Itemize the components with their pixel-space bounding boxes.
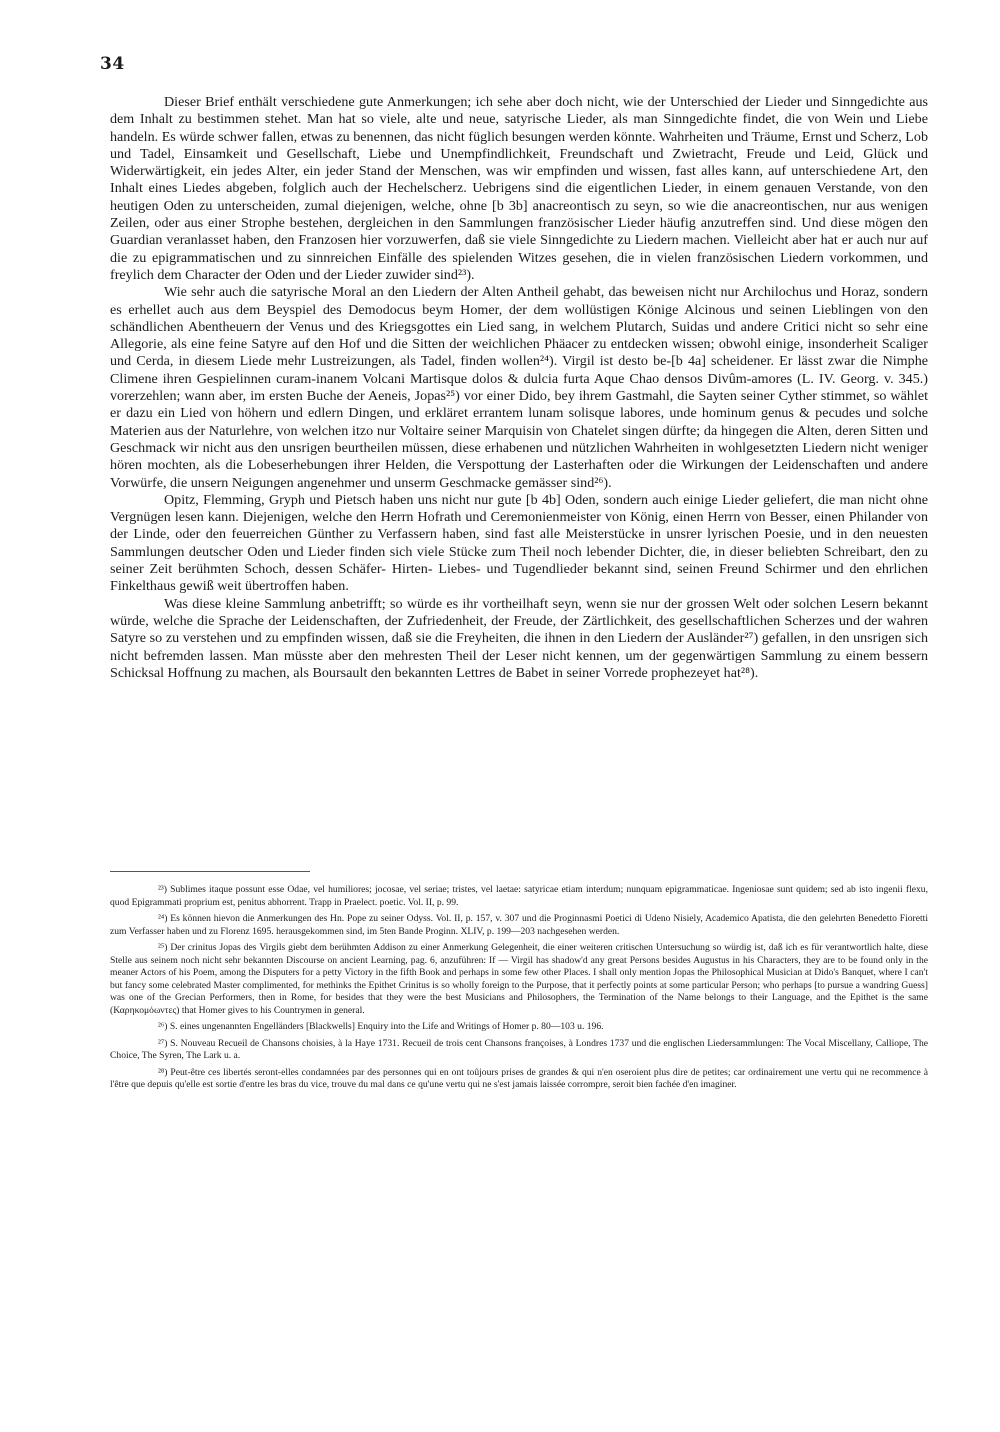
main-text — [110, 94, 928, 682]
paragraph-2: Wie sehr auch die satyrische Moral an den Liedern der Alten Antheil gehabt, das beweisen nicht nur Archilochus und Horaz, sondern es erhellet auch aus dem Beyspiel des Demodocus beym Homer, der dem wollüstigen Könige Alcinous und seinen Lieblingen von den schändlichen Abentheuern der Venus und des Kriegsgottes ein Lied sang, in welchem Plutarch, Suidas und andere Critici nicht so sehr eine Allegorie, als eine feine Satyre auf den Hof und die Sitten der weichlichen Phäacer zu entdecken wissen; obwohl einige, insonderheit Scaliger und Cerda, in diesem Liede mehr Lustreizungen, als Tadel, finden wollen²⁴). Virgil ist desto be-[b 4a] scheidener. Er lässt zwar die Nimphe Climene ihren Gespielinnen curam-inanem Volcani Martisque dolos & dulcia furta Aque Chao densos Divûm-amores (L. IV. Georg. v. 345.) vorerzehlen; wann aber, im ersten Buche der Aeneis, Jopas²⁵) vor einer Dido, bey ihrem Gastmahl, die Sayten seiner Cyther stimmet, so wählet er dazu ein Lied von höhern und edlern Dingen, und erkläret errantem lunam solisque labores, unde hominum genus & pecudes und solche Materien aus der Naturlehre, von welchen itzo nur Voltaire seiner Marquisin von Chatelet singen dürfte; da hingegen die Alten, deren Sitten und Geschmack wir nicht aus den unsrigen beurtheilen müssen, diese erhabenen und nützlichen Wahrheiten in wohlgesetzten Liedern nicht weniger hören mochten, als die Lobeserhebungen ihrer Helden, die Verspottung der Lasterhaften oder die Wirkungen der Leidenschaften und andere Vorwürfe, die unsern Neigungen angenehmer und unserm Geschmacke gemässer sind²⁶). — [110, 284, 928, 491]
footnote-25: ²⁵) Der crinitus Jopas des Virgils giebt dem berühmten Addison zu einer Anmerkung Gelegenheit, die einer weiteren critischen Untersuchung so würdig ist, daß ich es für verantwortlich halte, diese Stelle aus seinem noch nicht sehr bekannten Discourse on ancient Learning, pag. 6, anzuführen: If — Virgil has shadow'd any great Persons besides Augustus in his Characters, they are to be found only in the meaner Actors of his Poem, among the Disputers for a petty Victory in the fifth Book and perhaps in some few other Places. I shall only mention Jopas the Philosophical Musician at Dido's Banquet, where I can't but fancy some celebrated Master complimented, for methinks the Epithet Crinitus is so wholly foreign to the Purpose, that it perfectly points at some particular Person; who perhaps [to pursue a wandring Guess] was one of the Grecian Performers, then in Rome, for besides that they were the best Musicians and Philosophers, the Termination of the Name belongs to their Language, and the Epithet is the same (Καρηκομόωντες) that Homer gives to his Countrymen in general. — [110, 942, 928, 1016]
paragraph-1: Dieser Brief enthält verschiedene gute Anmerkungen; ich sehe aber doch nicht, wie der Unterschied der Lieder und Sinngedichte aus dem Inhalt zu bestimmen stehet. Man hat so viele, alte und neue, satyrische Lieder, als man Sinngedichte findet, die von Wein und Liebe handeln. Es würde schwer fallen, etwas zu benennen, das nicht füglich besungen werden könnte. Wahrheiten und Träume, Ernst und Scherz, Lob und Tadel, Einsamkeit und Gesellschaft, Liebe und Unempfindlichkeit, Freundschaft und Zwietracht, Freude und Leid, Glück und Widerwärtigkeit, ein jedes Alter, ein jeder Stand der Menschen, was wir empfinden und wissen, fast alles kann, auf unterschiedene Art, den Inhalt eines Liedes abgeben, folglich auch der Hechelscherz. Uebrigens sind die eigentlichen Lieder, in einem genauen Verstande, von den heutigen Oden zu unterscheiden, zumal diejenigen, welche, ohne [b 3b] anacreontisch zu seyn, so wie die anacreontischen, nur aus wenigen Zeilen, oder aus einer Strophe bestehen, dergleichen in den Sammlungen französischer Lieder häufig anzutreffen sind. Und diese mögen den Guardian veranlasset haben, den Franzosen hier vorzuwerfen, daß sie viele Sinngedichte zu Liedern machen. Vielleicht aber hat er auch nur auf die zu epigrammatischen und zu sinnreichen Einfälle des spielenden Witzes gesehen, die in vielen französischen Liedern vorkommen, und freylich dem Character der Oden und der Lieder zuwider sind²³). — [110, 94, 928, 283]
footnote-26: ²⁶) S. eines ungenannten Engelländers [Blackwells] Enquiry into the Life and Writings of Homer p. 80—103 u. 196. — [158, 1021, 604, 1032]
footnote-27: ²⁷) S. Nouveau Recueil de Chansons choisies, à la Haye 1731. Recueil de trois cent Chansons françoises, à Londres 1737 und die englischen Liedersammlungen: The Vocal Miscellany, Calliope, The Choice, The Syren, The Lark u. a. — [110, 1037, 928, 1061]
footnote-24: ²⁴) Es können hievon die Anmerkungen des Hn. Pope zu seiner Odyss. Vol. II, p. 157, v. 307 und die Proginnasmi Poetici di Udeno Nisiely, Academico Apatista, die den gelehrten Benedetto Fioretti zum Verfasser haben und zu Florenz 1695. herausgekommen sind, im 5ten Bande Proginn. XLIV, p. 199—203 nachgesehen werden. — [110, 913, 928, 937]
page-number: 34 — [100, 54, 125, 74]
footnotes — [110, 884, 928, 1096]
footnote-28: ²⁸) Peut-être ces libertés seront-elles condamnées par des personnes qui en ont toûjours prises de grandes & qui n'en oseroient plus dire de petites; car ordinairement une vertu qui ne recommence à l'être que depuis qu'elle est sortie d'entre les bras du vice, trouve du mal dans ce qu'une vertu qui ne s'est jamais laissée corrompre, seroit bien fachée d'en imaginer. — [110, 1066, 928, 1090]
footnote-23: ²³) Sublimes itaque possunt esse Odae, vel humiliores; jocosae, vel seriae; tristes, vel laetae: satyricae etiam interdum; nunquam epigrammaticae. Ingeniosae sunt quidem; sed ab isto ingenii flexu, quod Epigrammati proprium est, penitus abhorrent. Trapp in Praelect. poetic. Vol. II, p. 99. — [110, 884, 928, 908]
paragraph-4: Was diese kleine Sammlung anbetrifft; so würde es ihr vortheilhaft seyn, wenn sie nur der grossen Welt oder solchen Lesern bekannt würde, welche die Sprache der Leidenschaften, der Zufriedenheit, der Freude, der Zärtlichkeit, des gesellschaftlichen Scherzes und der wahren Satyre so zu verstehen und zu empfinden wissen, daß sie die Freyheiten, die ihnen in den Liedern der Ausländer²⁷) gefallen, in den unsrigen sich nicht befremden lassen. Man müsste aber den mehresten Theil der Leser nicht kennen, um der gegenwärtigen Sammlung zu einem bessern Schicksal Hoffnung zu machen, als Boursault den bekannten Lettres de Babet in seiner Vorrede prophezeyet hat²⁸). — [110, 595, 928, 681]
paragraph-3: Opitz, Flemming, Gryph und Pietsch haben uns nicht nur gute [b 4b] Oden, sondern auch einige Lieder geliefert, die man nicht ohne Vergnügen lesen kann. Diejenigen, welche den Herrn Hofrath und Ceremonienmeister von König, einen Herrn von Besser, einen Philander von der Linde, oder den feuerreichen Günther zu Verfassern haben, sind fast alle Meisterstücke in unsrer lyrischen Poesie, und in den neuesten Sammlungen deutscher Oden und Lieder finden sich viele Stücke zum Theil noch lebender Dichter, die, in dieser beliebten Schreibart, den zu seiner Zeit berühmten Schoch, dessen Schäfer- Hirten- Liebes- und Tugendlieder bekannt sind, seinen Freund Schirmer und den ehrlichen Finkelthaus gewiß weit übertroffen haben. — [110, 491, 928, 595]
footnote-separator — [110, 871, 310, 872]
